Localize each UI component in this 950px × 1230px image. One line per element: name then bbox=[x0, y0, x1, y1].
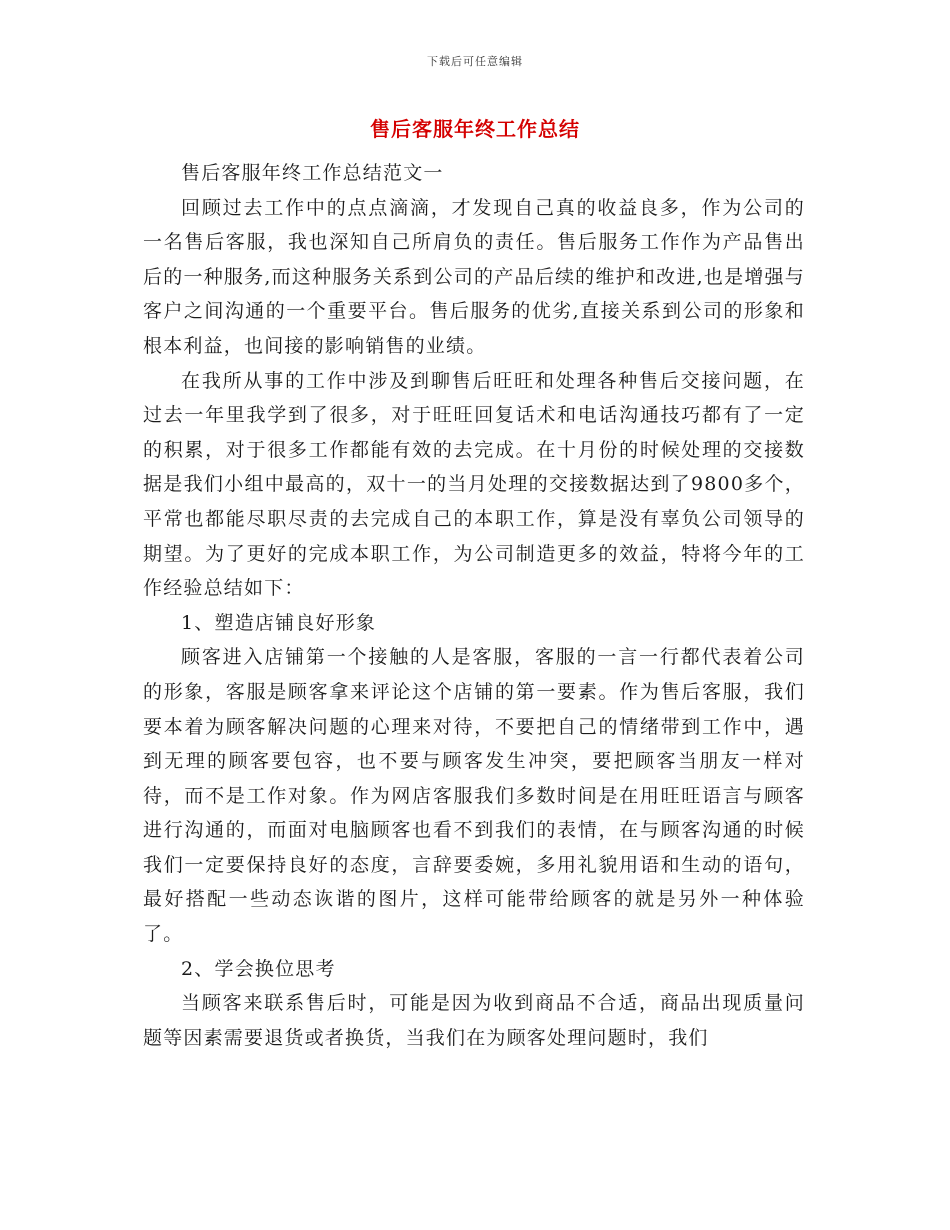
paragraph: 当顾客来联系售后时，可能是因为收到商品不合适，商品出现质量问题等因素需要退货或者换货，当我们在为顾客处理问题时，我们 bbox=[143, 992, 805, 1049]
paragraph: 在我所从事的工作中涉及到聊售后旺旺和处理各种售后交接问题，在过去一年里我学到了很多，对于旺旺回复话术和电话沟通技巧都有了一定的积累，对于很多工作都能有效的去完成。在十月份的时候处理的交接数据是我们小组中最高的，双十一的当月处理的交接数据达到了9800多个，平常也都能尽职尽责的去完成自己的本职工作，算是没有辜负公司领导的期望。为了更好的完成本职工作，为公司制造更多的效益，特将今年的工作经验总结如下： bbox=[143, 369, 805, 600]
document-title: 售后客服年终工作总结 bbox=[370, 117, 580, 141]
header-note: 下载后可任意编辑 bbox=[427, 55, 523, 68]
document-body bbox=[143, 156, 805, 1055]
section-heading: 2、学会换位思考 bbox=[181, 957, 336, 980]
paragraph-subtitle: 售后客服年终工作总结范文一 bbox=[181, 162, 444, 184]
paragraph: 回顾过去工作中的点点滴滴，才发现自己真的收益良多，作为公司的一名售后客服，我也深知自己所肩负的责任。售后服务工作作为产品售出后的一种服务,而这种服务关系到公司的产品后续的维护和改进,也是增强与客户之间沟通的一个重要平台。售后服务的优劣,直接关系到公司的形象和根本利益，也间接的影响销售的业绩。 bbox=[143, 196, 805, 357]
section-heading: 1、塑造店铺良好形象 bbox=[181, 611, 377, 634]
paragraph: 顾客进入店铺第一个接触的人是客服，客服的一言一行都代表着公司的形象，客服是顾客拿来评论这个店铺的第一要素。作为售后客服，我们要本着为顾客解决问题的心理来对待，不要把自己的情绪带到工作中，遇到无理的顾客要包容，也不要与顾客发生冲突，要把顾客当朋友一样对待，而不是工作对象。作为网店客服我们多数时间是在用旺旺语言与顾客进行沟通的，而面对电脑顾客也看不到我们的表情，在与顾客沟通的时候我们一定要保持良好的态度，言辞要委婉，多用礼貌用语和生动的语句，最好搭配一些动态诙谐的图片，这样可能带给顾客的就是另外一种体验了。 bbox=[143, 646, 805, 946]
